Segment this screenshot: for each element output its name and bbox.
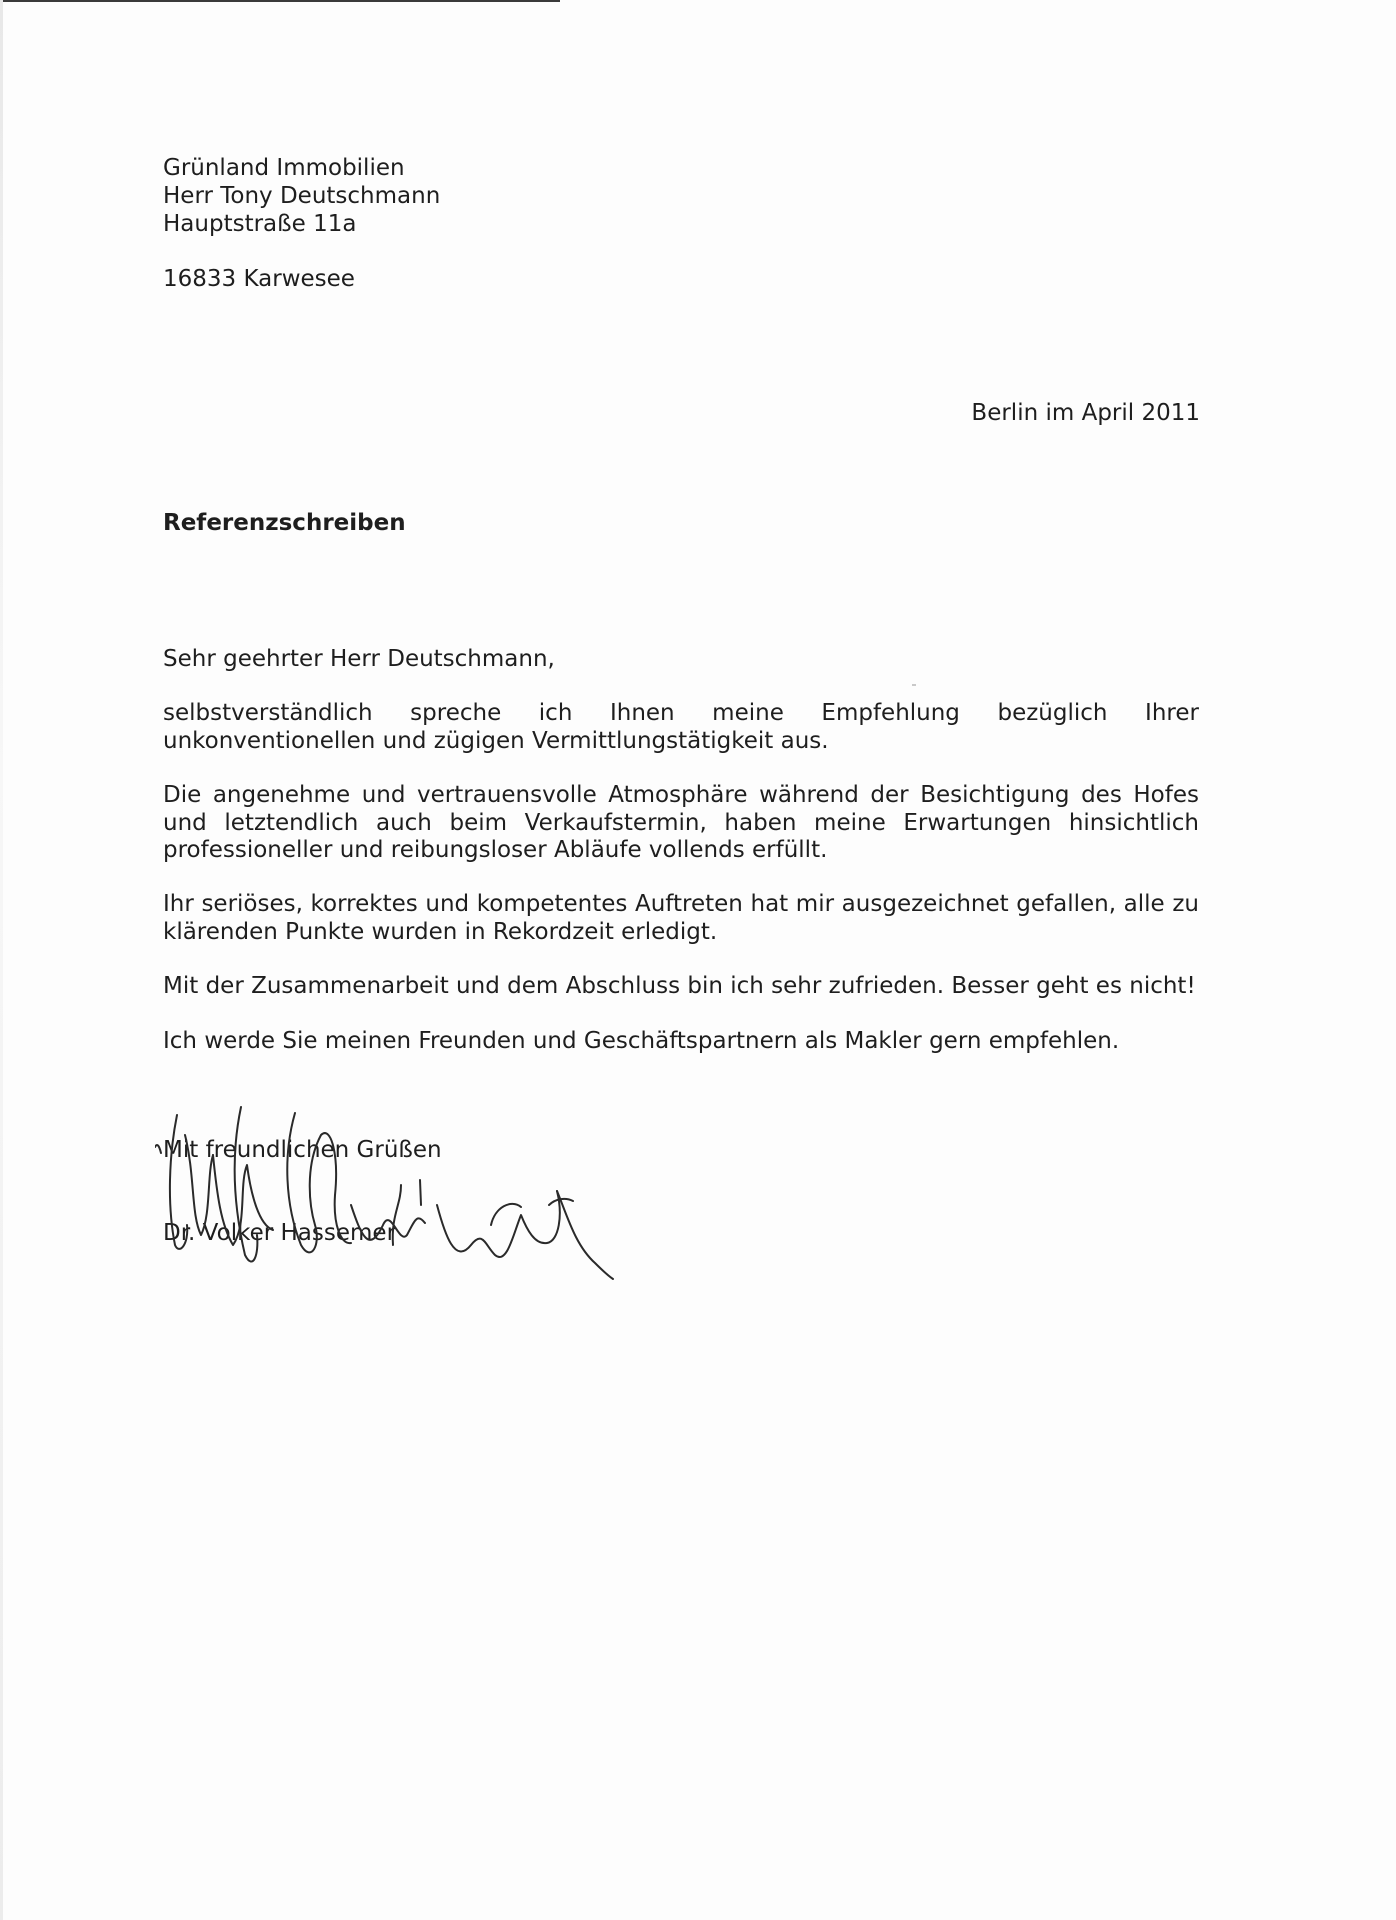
word: meine xyxy=(712,700,784,726)
recipient-street: Hauptstraße 11a xyxy=(163,211,357,237)
handwritten-signature xyxy=(155,1095,615,1280)
subject-line: Referenzschreiben xyxy=(163,510,406,536)
scan-edge-top xyxy=(0,0,560,2)
dateline: Berlin im April 2011 xyxy=(971,400,1200,426)
paragraph-3-line-1: Ihr seriöses, korrektes und kompetentes Auftreten hat mir ausgezeichnet gefallen, alle zu xyxy=(163,891,1199,917)
paragraph-2-line-2: und letztendlich auch beim Verkaufstermin, haben meine Erwartungen hinsichtlich xyxy=(163,809,1199,836)
paragraph-2-line-1: Die angenehme und vertrauensvolle Atmosphäre während der Besichtigung des Hofes xyxy=(163,782,1199,808)
paragraph-1-line-2: unkonventionellen und zügigen Vermittlungstätigkeit aus. xyxy=(163,727,829,754)
paragraph-2-line-3: professioneller und reibungsloser Abläufe vollends erfüllt. xyxy=(163,837,828,863)
recipient-city: 16833 Karwesee xyxy=(163,266,355,292)
word: spreche xyxy=(410,700,502,726)
scan-speck xyxy=(912,684,916,686)
paragraph-1 xyxy=(163,700,1199,755)
word: selbstverständlich xyxy=(163,700,373,726)
scan-edge-left xyxy=(0,0,3,1920)
recipient-company: Grünland Immobilien xyxy=(163,155,405,181)
paragraph-5 xyxy=(163,1028,1199,1056)
word: Ihnen xyxy=(609,700,675,726)
word: Empfehlung xyxy=(821,700,960,726)
signer-name: Dr. Volker Hassemer xyxy=(163,1220,397,1246)
word: Ihrer xyxy=(1145,700,1199,726)
paragraph-2 xyxy=(163,782,1199,865)
word: ich xyxy=(538,700,573,726)
salutation: Sehr geehrter Herr Deutschmann, xyxy=(163,646,555,672)
paragraph-5-line-1: Ich werde Sie meinen Freunden und Geschäftspartnern als Makler gern empfehlen. xyxy=(163,1028,1120,1054)
paragraph-4-line-1: Mit der Zusammenarbeit und dem Abschluss bin ich sehr zufrieden. Besser geht es nicht! xyxy=(163,973,1196,999)
paragraph-4 xyxy=(163,973,1199,1001)
word: bezüglich xyxy=(997,700,1108,726)
recipient-name: Herr Tony Deutschmann xyxy=(163,183,441,209)
paragraph-3 xyxy=(163,891,1199,946)
paragraph-1-line-1 xyxy=(163,700,1199,728)
closing: Mit freundlichen Grüßen xyxy=(163,1137,442,1163)
recipient-address xyxy=(163,154,440,238)
paragraph-3-line-2: klärenden Punkte wurden in Rekordzeit erledigt. xyxy=(163,918,718,945)
